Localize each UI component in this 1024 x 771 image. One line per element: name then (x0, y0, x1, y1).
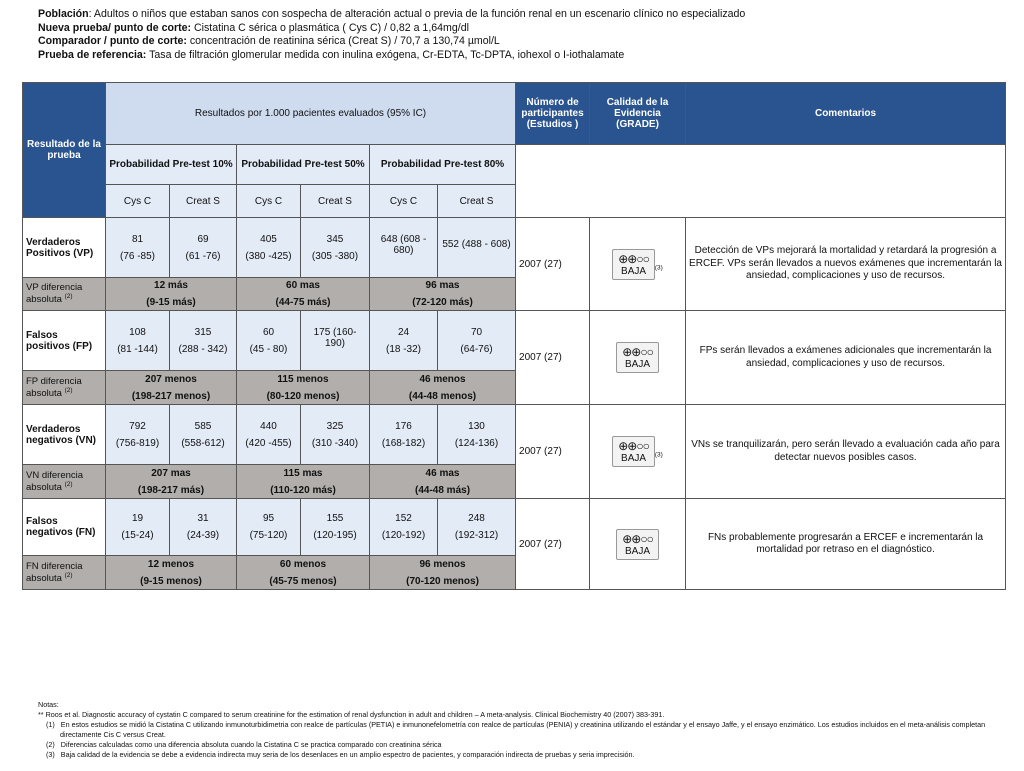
diff-label-cell (23, 278, 106, 311)
result-ci: (120-195) (313, 530, 357, 541)
result-value: 31 (197, 513, 209, 524)
result-ci: (124-136) (454, 437, 499, 449)
result-ci: (81 -144) (117, 343, 158, 355)
result-label: Falsos positivos (FP) (23, 311, 106, 371)
comment-cell: FPs serán llevados a exámenes adicionales que incrementarán la ansiedad, complicaciones y uso de recursos. (686, 311, 1006, 405)
diff-ci: (9-15 menos) (140, 575, 202, 587)
grade-cell (590, 218, 686, 311)
diff-cell (370, 556, 516, 590)
result-ci: (288 - 342) (178, 343, 228, 355)
participants-cell: 2007 (27) (516, 311, 590, 405)
diff-value: 207 menos (145, 373, 197, 385)
diff-cell (237, 556, 370, 590)
result-value: 585 (194, 420, 212, 432)
diff-label: VN diferencia absoluta (26, 469, 84, 494)
result-cell (301, 218, 370, 278)
result-ci: (558-612) (181, 437, 225, 449)
note-text: Diferencias calculadas como una diferencia absoluta cuando la Cistatina C se practica comparado con creatinina sérica (60, 740, 442, 749)
result-value: 176 (395, 420, 412, 432)
diff-ci: (110-120 más) (270, 484, 336, 496)
note-text: En estos estudios se midió la Cistatina C utilizando inmunoturbidimetria con realce de partículas (PETIA) e inmunonefelometría con realce de partículas (PENIA) y creatinina utilizando el estándar y el ensayo Jaffe, y el ensayo enzimático. Los estudios incluidos en el meta-análisis completan directamente Cis C versus Creat. (60, 720, 986, 739)
col-header-participantes: Número de participantes (Estudios ) (516, 83, 590, 145)
result-ci: (75-120) (249, 530, 288, 541)
pretest-80: Probabilidad Pre-test 80% (370, 145, 516, 185)
result-value: 152 (395, 513, 412, 524)
result-value: 81 (131, 233, 144, 245)
result-cell (106, 311, 170, 371)
result-value: 405 (260, 233, 277, 245)
result-ci: (18 -32) (385, 343, 421, 355)
result-cell (370, 311, 438, 371)
grade-badge (612, 249, 655, 280)
result-cell (370, 499, 438, 556)
note-item (38, 740, 998, 750)
result-ci: (64-76) (460, 343, 493, 355)
diff-ci: (44-48 menos) (408, 390, 477, 402)
participants-cell: 2007 (27) (516, 405, 590, 499)
grade-cell (590, 405, 686, 499)
result-cell (438, 311, 516, 371)
note-number: (3) (46, 750, 55, 759)
result-value: 315 (194, 326, 212, 338)
result-cell (370, 218, 438, 278)
result-cell (170, 311, 237, 371)
diff-footnote: (2) (64, 571, 73, 579)
table-row (23, 499, 1006, 556)
result-cell (237, 311, 301, 371)
diff-ci: (70-120 menos) (406, 575, 479, 587)
result-value: 552 (488 - 608) (442, 239, 511, 250)
result-ci: (168-182) (381, 437, 426, 449)
result-value: 108 (129, 326, 146, 338)
diff-footnote: (2) (64, 386, 73, 394)
pretest-50: Probabilidad Pre-test 50% (237, 145, 370, 185)
result-ci: (380 -425) (245, 250, 292, 262)
result-value: 60 (262, 326, 275, 338)
pretest-10: Probabilidad Pre-test 10% (106, 145, 237, 185)
result-ci: (61 -76) (185, 250, 221, 262)
grade-symbols-icon: ⊕⊕○○ (618, 251, 649, 266)
result-cell (301, 499, 370, 556)
result-cell (237, 218, 301, 278)
diff-cell (237, 278, 370, 311)
diff-value: 60 mas (286, 280, 320, 291)
grade-footnote: (3) (654, 451, 663, 459)
result-cell (237, 499, 301, 556)
diff-label-cell (23, 556, 106, 590)
result-ci: (24-39) (186, 530, 220, 541)
note-number: (2) (46, 740, 55, 749)
result-ci: (120-192) (381, 530, 426, 541)
grade-text: BAJA (625, 359, 651, 370)
notes-title: Notas: (38, 700, 59, 709)
result-value: 19 (131, 513, 144, 524)
result-ci: (192-312) (454, 530, 499, 541)
notes-reference: ** Roos et al. Diagnostic accuracy of cystatin C compared to serum creatinine for the estimation of renal dysfunction in adult and children – A meta-analysis. Clinical Biochemistry 40 (2007) 383-391. (38, 710, 665, 719)
diff-ci: (80-120 menos) (266, 390, 340, 402)
result-value: 24 (397, 326, 410, 338)
result-cell (237, 405, 301, 465)
result-cell (170, 218, 237, 278)
grade-badge (616, 529, 659, 560)
result-cell (301, 405, 370, 465)
diff-cell (370, 371, 516, 405)
diff-cell (370, 278, 516, 311)
grade-text: BAJA (621, 265, 647, 277)
diff-label: FN diferencia absoluta (26, 560, 83, 585)
diff-cell (106, 371, 237, 405)
result-cell (438, 218, 516, 278)
diff-ci: (45-75 menos) (269, 575, 337, 587)
result-value: 69 (197, 233, 209, 245)
note-number: (1) (46, 720, 55, 729)
sub-creat-s: Creat S (438, 185, 516, 218)
grade-cell (590, 499, 686, 590)
diff-footnote: (2) (64, 480, 73, 488)
diff-ci: (72-120 más) (412, 297, 473, 308)
result-value: 648 (608 - 680) (380, 233, 427, 256)
groups-body (23, 218, 1006, 590)
table-row (23, 311, 1006, 371)
result-ci: (756-819) (115, 437, 160, 449)
result-value: 440 (260, 420, 277, 432)
comment-cell: Detección de VPs mejorará la mortalidad y retardará la progresión a ERCEF. VPs serán llevados a nuevos exámenes que incrementarán la ansiedad, complicaciones y uso de recursos. (686, 218, 1006, 311)
grade-badge (612, 436, 655, 467)
sub-cys-c: Cys C (370, 185, 438, 218)
result-cell (106, 499, 170, 556)
note-item (38, 750, 998, 760)
result-cell (301, 311, 370, 371)
diff-cell (237, 465, 370, 499)
diff-ci: (44-48 más) (415, 484, 471, 496)
result-value: 95 (262, 513, 275, 524)
diff-ci: (44-75 más) (275, 297, 331, 308)
diff-cell (106, 278, 237, 311)
grade-symbols-icon: ⊕⊕○○ (622, 531, 653, 546)
diff-value: 207 mas (151, 467, 191, 479)
diff-value: 60 menos (279, 558, 327, 570)
grade-symbols-icon: ⊕⊕○○ (622, 345, 653, 359)
diff-value: 46 menos (419, 373, 466, 385)
diff-label-cell (23, 371, 106, 405)
sub-cys-c: Cys C (237, 185, 301, 218)
comment-cell: FNs probablemente progresarán a ERCEF e incrementarán la mortalidad por retraso en el diagnóstico. (686, 499, 1006, 590)
comparador-line: Comparador / punto de corte: concentración de reatinina sérica (Creat S) / 70,7 a 130,74 µmol/L (38, 35, 500, 47)
nueva-prueba-line: Nueva prueba/ punto de corte: Cistatina C sérica o plasmática ( Cys C) / 0,82 a 1,64mg/dl (38, 21, 469, 34)
result-cell (438, 405, 516, 465)
col-header-comentarios: Comentarios (686, 83, 1006, 145)
diff-label-cell (23, 465, 106, 499)
poblacion-line: Población: Adultos o niños que estaban sanos con sospecha de alteración actual o previa de la función renal en un escenario clínico no especializado (38, 8, 746, 20)
result-ci: (310 -340) (311, 437, 359, 449)
grade-badge (616, 342, 659, 373)
referencia-line: Prueba de referencia: Tasa de filtración glomerular medida con inulina exógena, Cr-EDTA, Tc-DPTA, iohexol o I-iothalamate (38, 48, 625, 61)
diff-value: 46 mas (425, 467, 460, 479)
grade-cell (590, 311, 686, 405)
col-header-resultado: Resultado de la prueba (23, 83, 106, 218)
diff-ci: (198-217 menos) (131, 390, 211, 402)
result-value: 175 (160- 190) (313, 326, 357, 349)
result-cell (370, 405, 438, 465)
diff-footnote: (2) (64, 293, 73, 301)
result-ci: (76 -85) (119, 250, 155, 262)
diff-cell (106, 465, 237, 499)
result-cell (106, 218, 170, 278)
note-text: Baja calidad de la evidencia se debe a evidencia indirecta muy seria de los desenlaces en un amplio espectro de pacientes, y comparación indirecta de pruebas y seria imprecisión. (60, 750, 635, 759)
result-ci: (15-24) (121, 530, 154, 541)
result-value: 70 (470, 326, 483, 338)
diff-value: 12 menos (147, 558, 195, 570)
diff-value: 12 más (154, 280, 188, 291)
grade-symbols-icon: ⊕⊕○○ (618, 439, 649, 453)
sub-creat-s: Creat S (301, 185, 370, 218)
diff-cell (370, 465, 516, 499)
result-ci: (45 - 80) (249, 343, 288, 355)
col-header-calidad: Calidad de la Evidencia (GRADE) (590, 83, 686, 145)
result-cell (170, 499, 237, 556)
diff-value: 96 mas (425, 280, 460, 291)
result-ci: (420 -455) (245, 437, 292, 449)
diff-value: 115 mas (283, 467, 323, 479)
result-value: 792 (129, 420, 146, 432)
result-value: 130 (468, 420, 485, 432)
diff-label: VP diferencia absoluta (26, 282, 83, 306)
grade-text: BAJA (621, 453, 647, 464)
result-value: 248 (468, 513, 485, 524)
table-row (23, 218, 1006, 278)
diff-value: 96 menos (419, 558, 466, 570)
diff-ci: (198-217 más) (137, 484, 205, 496)
evidence-table (22, 82, 1006, 590)
result-value: 155 (326, 513, 344, 524)
grade-text: BAJA (625, 545, 651, 557)
comment-cell: VNs se tranquilizarán, pero serán llevado a evaluación cada año para detectar nuevos posibles casos. (686, 405, 1006, 499)
sub-cys-c: Cys C (106, 185, 170, 218)
diff-value: 115 menos (277, 373, 329, 385)
participants-cell: 2007 (27) (516, 499, 590, 590)
result-value: 325 (326, 420, 344, 432)
header-blank (516, 145, 1006, 218)
note-item (38, 720, 998, 740)
diff-cell (106, 556, 237, 590)
result-ci: (305 -380) (311, 250, 359, 262)
sub-creat-s: Creat S (170, 185, 237, 218)
table-row (23, 405, 1006, 465)
result-label: Verdaderos negativos (VN) (23, 405, 106, 465)
participants-cell: 2007 (27) (516, 218, 590, 311)
result-cell (170, 405, 237, 465)
col-header-resultados: Resultados por 1.000 pacientes evaluados (95% IC) (106, 83, 516, 145)
result-value: 345 (326, 233, 344, 245)
result-label: Falsos negativos (FN) (23, 499, 106, 556)
diff-label: FP diferencia absoluta (26, 375, 82, 400)
result-label: Verdaderos Positivos (VP) (23, 218, 106, 278)
header-block (38, 8, 998, 62)
result-cell (438, 499, 516, 556)
diff-ci: (9-15 más) (146, 297, 196, 308)
notes-block (38, 700, 998, 760)
diff-cell (237, 371, 370, 405)
notes-items (38, 720, 998, 760)
grade-footnote: (3) (654, 264, 663, 272)
result-cell (106, 405, 170, 465)
